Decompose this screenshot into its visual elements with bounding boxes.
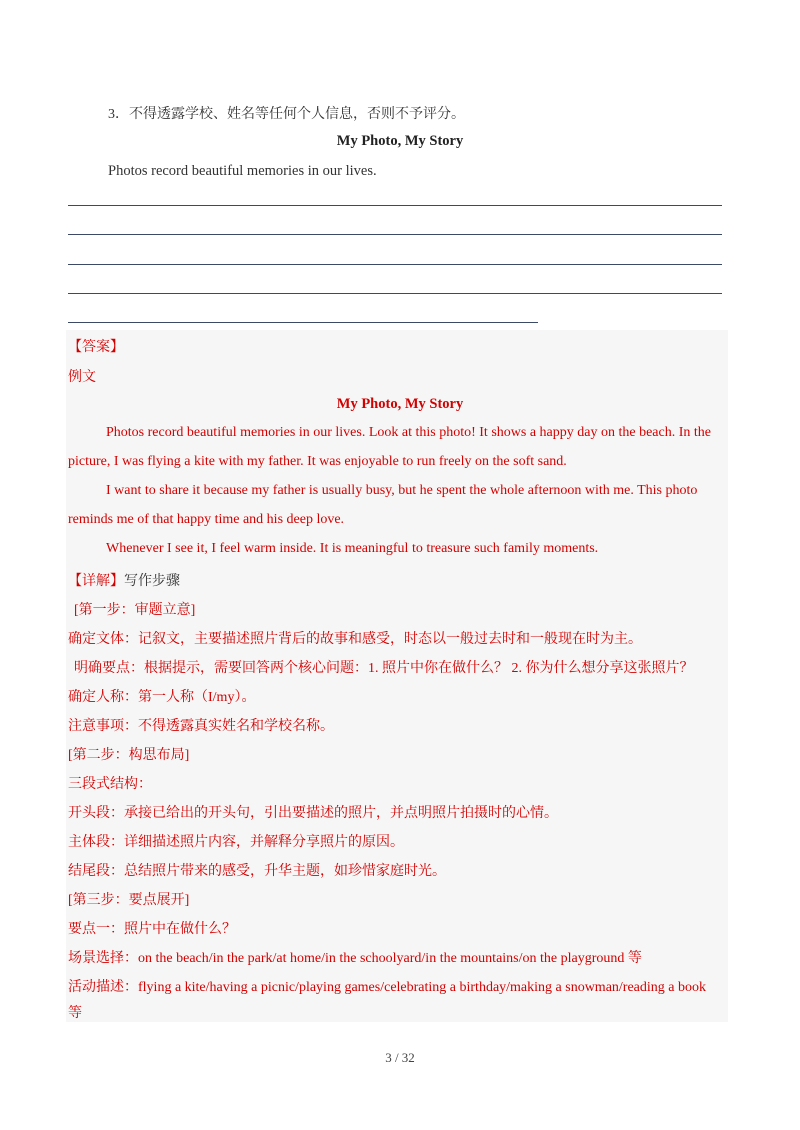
step3-heading: [第三步：要点展开]: [68, 893, 190, 908]
explain-heading: [68, 570, 180, 590]
step1-item-a: 确定文体：记叙文，主要描述照片背后的故事和感受，时态以一般过去时和一般现在时为主。: [68, 632, 642, 647]
opening-sentence: Photos record beautiful memories in our lives.: [108, 163, 377, 179]
step3-item-a: 要点一：照片中在做什么？: [68, 922, 236, 937]
writing-line-3[interactable]: [68, 264, 722, 265]
answer-tag: 【答案】: [68, 340, 124, 355]
example-label: 例文: [68, 370, 96, 385]
step2-item-d: 结尾段：总结照片带来的感受，升华主题，如珍惜家庭时光。: [68, 864, 446, 879]
writing-line-1[interactable]: [68, 205, 722, 206]
step3-item-d: 等: [68, 1006, 82, 1021]
rule-3-text: 3．不得透露学校、姓名等任何个人信息，否则不予评分。: [108, 107, 465, 122]
step3-item-c: 活动描述：flying a kite/having a picnic/playing games/celebrating a birthday/making a snowman/reading a book: [68, 980, 706, 995]
answer-p2-line2: reminds me of that happy time and his deep love.: [68, 512, 345, 527]
step1-heading: [第一步：审题立意]: [74, 603, 196, 618]
answer-p2-line1: I want to share it because my father is usually busy, but he spent the whole afternoon with me. This photo: [106, 483, 698, 498]
essay-title: My Photo, My Story: [336, 133, 464, 149]
answer-p1-line2: picture, I was flying a kite with my father. It was enjoyable to run freely on the soft sand.: [68, 454, 567, 469]
step1-item-d: 注意事项：不得透露真实姓名和学校名称。: [68, 719, 334, 734]
writing-line-4[interactable]: [68, 293, 722, 294]
answer-p3-line1: Whenever I see it, I feel warm inside. It is meaningful to treasure such family moments.: [106, 541, 599, 556]
step2-heading: [第二步：构思布局]: [68, 748, 190, 763]
answer-p1-line1: Photos record beautiful memories in our lives. Look at this photo! It shows a happy day on the beach. In the: [106, 425, 711, 440]
explain-tag-rest: 写作步骤: [124, 574, 180, 589]
step1-item-b: 明确要点：根据提示，需要回答两个核心问题：1. 照片中你在做什么？ 2. 你为什么想分享这张照片？: [74, 661, 694, 676]
answer-title: My Photo, My Story: [336, 396, 464, 412]
step2-item-c: 主体段：详细描述照片内容，并解释分享照片的原因。: [68, 835, 404, 850]
writing-line-2[interactable]: [68, 234, 722, 235]
explain-tag: 【详解】: [68, 574, 124, 589]
step2-item-a: 三段式结构：: [68, 777, 152, 792]
step2-item-b: 开头段：承接已给出的开头句，引出要描述的照片，并点明照片拍摄时的心情。: [68, 806, 558, 821]
page-number: 3 / 32: [385, 1050, 415, 1065]
step3-item-b: 场景选择：on the beach/in the park/at home/in the schoolyard/in the mountains/on the playground 等: [68, 951, 642, 966]
step1-item-c: 确定人称：第一人称（I/my）。: [68, 690, 256, 705]
writing-line-5[interactable]: [68, 322, 538, 323]
